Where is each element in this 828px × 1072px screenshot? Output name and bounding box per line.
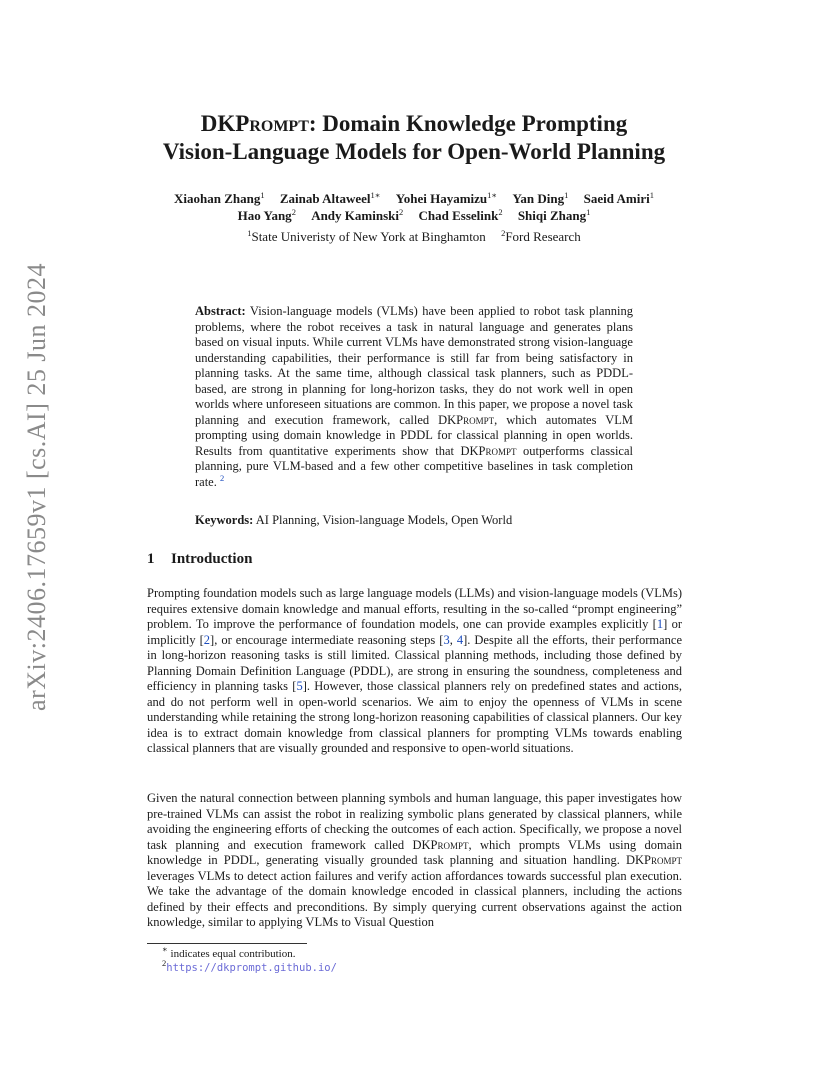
author: Shiqi Zhang$^1$ bbox=[517, 207, 591, 223]
section-number: 1 bbox=[147, 551, 155, 567]
citation-link[interactable]: 3 bbox=[443, 632, 450, 647]
affiliation-list bbox=[140, 229, 688, 245]
arxiv-identifier-text: arXiv:2406.17659v1 [cs.AI] 25 Jun 2024 bbox=[22, 263, 51, 711]
title-line-2: Vision-Language Models for Open-World Planning bbox=[162, 139, 666, 164]
author: Yohei Hayamizu$^{1∗}$ bbox=[395, 190, 498, 206]
author-list bbox=[140, 190, 688, 224]
author: Saeid Amiri$^1$ bbox=[583, 190, 654, 206]
paper-title bbox=[100, 110, 728, 166]
author: Zainab Altaweel$^{1∗}$ bbox=[279, 190, 381, 206]
citation-link[interactable]: 1 bbox=[656, 617, 664, 631]
title-rest: : Domain Knowledge Prompting bbox=[308, 111, 628, 136]
citation-link[interactable]: 5 bbox=[296, 679, 303, 693]
arxiv-identifier bbox=[22, 263, 52, 711]
author: Chad Esselink$^2$ bbox=[418, 207, 503, 223]
title-line-1 bbox=[100, 110, 728, 138]
section-heading bbox=[147, 551, 252, 568]
author: Yan Ding$^1$ bbox=[512, 190, 569, 206]
affiliation: $^2$Ford Research bbox=[501, 228, 581, 244]
footnote: ∗ indicates equal contribution. bbox=[162, 944, 296, 960]
author-row-1 bbox=[140, 190, 688, 207]
author-row-2 bbox=[140, 207, 688, 224]
title-smallcaps: rompt bbox=[249, 111, 309, 136]
keywords-label: Keywords: bbox=[195, 513, 254, 527]
author: Hao Yang$^2$ bbox=[237, 207, 296, 223]
title-prefix: DKP bbox=[200, 111, 250, 136]
footnote-ref[interactable]: 2 bbox=[219, 472, 225, 483]
citation-link[interactable]: 2 bbox=[203, 632, 211, 647]
project-url-link[interactable]: https://dkprompt.github.io/ bbox=[166, 962, 337, 974]
keywords: Keywords: AI Planning, Vision-language Models, Open World bbox=[195, 513, 513, 527]
footnote-divider bbox=[147, 943, 307, 944]
body-paragraph: Given the natural connection between planning symbols and human language, this paper investigates how pre-trained VLMs can assist the robot in realizing symbolic plans generated by classical planners, while avoiding the engineering efforts of checking the outcomes of each action. Specifically, we propose a novel task planning and execution framework called DKPrompt, which prompts VLMs using domain knowledge in PDDL, generating visually grounded task planning and situation handling. DKPrompt leverages VLMs to detect action failures and verify action affordances towards successful plan execution. We take the advantage of the domain knowledge encoded in classical planners, including the actions defined by their effects and preconditions. By simply querying current observations against the action knowledge, similar to applying VLMs to Visual Question bbox=[147, 791, 682, 929]
author: Andy Kaminski$^2$ bbox=[311, 207, 404, 223]
abstract-label: Abstract: bbox=[195, 304, 246, 318]
affiliation: $^1$State Univeristy of New York at Binghamton bbox=[247, 228, 486, 244]
footnote: $^2$https://dkprompt.github.io/ bbox=[162, 958, 337, 974]
abstract: Abstract: Vision-language models (VLMs) have been applied to robot task planning problems, where the robot receives a task in natural language and generates plans based on visual inputs. While current VLMs have demonstrated strong vision-language understanding capabilities, their performance is still far from being satisfactory in planning tasks. At the same time, although classical task planners, such as PDDL-based, are strong in planning for long-horizon tasks, they do not work well in open worlds where unforeseen situations are common. In this paper, we propose a novel task planning and execution framework, called DKPrompt, which automates VLM prompting using domain knowledge in PDDL for classical planning in open worlds. Results from quantitative experiments show that DKPrompt outperforms classical planning, pure VLM-based and a few other competitive baselines in task completion rate. $^2$ bbox=[195, 304, 634, 489]
citation-link[interactable]: 4 bbox=[456, 632, 464, 647]
author: Xiaohan Zhang$^1$ bbox=[174, 190, 265, 206]
section-title: Introduction bbox=[171, 551, 253, 567]
body-paragraph: Prompting foundation models such as large language models (LLMs) and vision-language models (VLMs) requires extensive domain knowledge and manual efforts, resulting in the so-called “prompt engineering” problem. To improve the performance of foundation models, one can provide examples explicitly [1] or implicitly [2], or encourage intermediate reasoning steps [3, 4]. Despite all the efforts, their performance in long-horizon reasoning tasks is still limited. Classical planning methods, including those defined by Planning Domain Definition Language (PDDL), are strong in ensuring the soundness, completeness and efficiency in planning tasks [5]. However, those classical planners rely on predefined states and actions, and do not perform well in open-world scenarios. We aim to enjoy the openness of VLMs in scene understanding while retaining the strong long-horizon reasoning capabilities of classical planners. Our key idea is to extract domain knowledge from classical planners for prompting VLMs towards enabling classical planners that are visually grounded and responsive to open-world situations. bbox=[147, 586, 682, 755]
